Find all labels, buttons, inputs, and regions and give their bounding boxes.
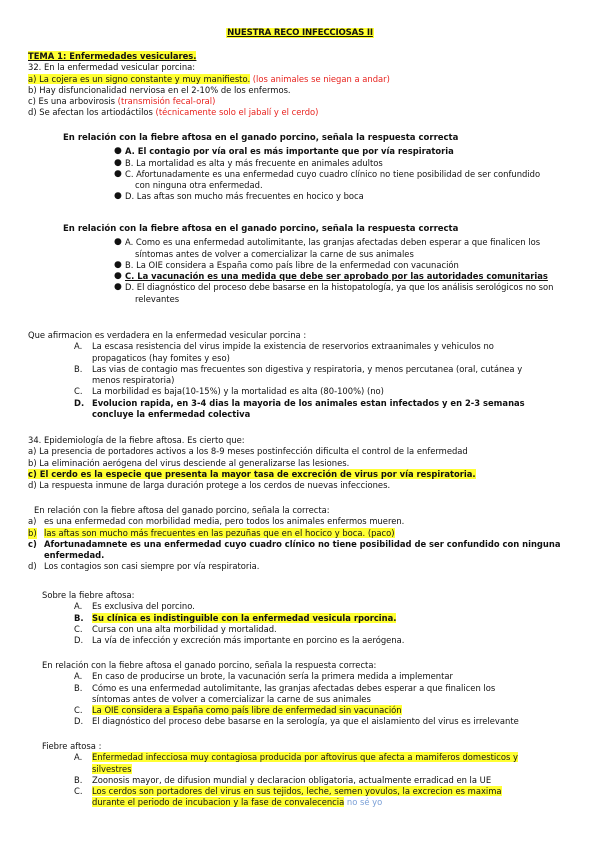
question-fiebre-aftosa [42, 590, 590, 646]
question-32 [28, 51, 576, 119]
question-aftosa-3: En relación con la fiebre aftosa del ganado porcino, señala la correcta: a) es una enfermedad con morbilidad media, pero todos los animales enfermos mueren. b) las aftas son mucho más frecuentes en las pezuñas que en el hocico y boca. (paco) c) Afortunadamnete es una enfermedad cuyo cuadro clínico no tiene posibilidad de ser confundido con ninguna enfermedad. d) Los contagios son casi siempre por vía respiratoria. [28, 505, 576, 573]
option-a: A. En caso de producirse un brote, la vacunación sería la primera medida a implementar [74, 671, 453, 682]
option-a: A. Es exclusiva del porcino. [74, 601, 195, 612]
question-aftosa-1: En relación con la fiebre aftosa en el ganado porcino, señala la respuesta correcta ● A. El contagio por vía oral es más importante que por vía respiratoria ● B. La mortalidad es alta y más frecuente en animales adultos ● C. Afortunadamente es una enfermedad cuyo cuadro clínico no tiene posibilidad de ser confundido con ninguna otra enfermedad. ● D. Las aftas son mucho más frecuentes en hocico y boca [63, 133, 583, 203]
question-stem: En relación con la fiebre aftosa en el ganado porcino, señala la respuesta correcta [63, 224, 459, 234]
question-stem: Sobre la fiebre aftosa: [42, 590, 135, 600]
option-b: ● B. La mortalidad es alta y más frecuente en animales adultos [114, 157, 383, 168]
option-a: a) La presencia de portadores activos a los 8-9 meses postinfección dificulta el control de la enfermedad [28, 446, 468, 457]
bullet-icon: ● [114, 146, 122, 157]
bullet-icon: ● [114, 168, 122, 179]
option-c: C. La OIE considera a España como país libre de enfermedad sin vacunación [74, 705, 402, 716]
tema-heading: TEMA 1: Enfermedades vesiculares. [28, 51, 197, 61]
option-b: b) Hay disfuncionalidad nerviosa en el 2-10% de los enfermos. [28, 84, 291, 95]
option-c: C. Los cerdos son portadores del virus en sus tejidos, leche, semen yovulos, la excrecion es maxima [74, 786, 502, 797]
option-c: C. La morbilidad es baja(10-15%) y la mortalidad es alta (80-100%) (no) [74, 386, 384, 397]
bullet-icon: ● [114, 282, 122, 293]
option-c: c) El cerdo es la especie que presenta la mayor tasa de excreción de virus por vía respiratoria. [28, 468, 476, 479]
question-stem: 34. Epidemiología de la fiebre aftosa. Es cierto que: [28, 435, 245, 445]
option-d: D. Evolucion rapida, en 3-4 dias la mayoria de los animales estan infectados y en 2-3 semanas [74, 397, 525, 408]
option-a: ● A. Como es una enfermedad autolimitante, las granjas afectadas deben esperar a que finalicen los [114, 237, 541, 248]
option-c: ● C. La vacunación es una medida que debe ser aprobado por las autoridades comunitarias [114, 271, 548, 282]
option-a: A. Enfermedad infecciosa muy contagiosa producida por aftovirus que afecta a mamiferos domesticos y [74, 752, 518, 763]
question-stem: Que afirmacion es verdadera en la enfermedad vesicular porcina : [28, 330, 307, 340]
option-c: C. Cursa con una alta morbilidad y mortalidad. [74, 623, 277, 634]
option-d: D. La vía de infección y excreción más importante en porcino es la aerógena. [74, 635, 405, 646]
option-c: c) Es una arbovirosis (transmisión fecal-oral) [28, 96, 216, 107]
question-aftosa-4: En relación con la fiebre aftosa el ganado porcino, señala la respuesta correcta: A. En caso de producirse un brote, la vacunación sería la primera medida a implementar B. Cómo es una enfermedad autolimitante, las granjas afectadas debes esperar a que finalicen los síntomas antes de volver a comercializar la carne de sus animales C. La OIE considera a España como país libre de enfermedad sin vacunación D. El diagnóstico del proceso debe basarse en la serología, ya que el aislamiento del virus es irrelevante [42, 660, 590, 728]
bullet-icon: ● [114, 157, 122, 168]
option-b: B. Cómo es una enfermedad autolimitante, las granjas afectadas debes esperar a que finalicen los [74, 682, 496, 693]
question-stem: En relación con la fiebre aftosa del ganado porcino, señala la correcta: [34, 505, 330, 515]
document-title: NUESTRA RECO INFECCIOSAS II [227, 28, 373, 38]
question-fiebre-aftosa-2: Fiebre aftosa : A. Enfermedad infecciosa muy contagiosa producida por aftovirus que afecta a mamiferos domesticos y silvestres B. Zoonosis mayor, de difusion mundial y declaracion obligatoria, actualmente erradicad en la UE C. Los cerdos son portadores del virus en sus tejidos, leche, semen yovulos, la excrecion es maxima durante el periodo de incubacion y la fase de convalecencia no sé yo [42, 741, 590, 809]
bullet-icon: ● [114, 271, 122, 282]
option-a: ● A. El contagio por vía oral es más importante que por vía respiratoria [114, 146, 454, 157]
question-stem: 32. En la enfermedad vesicular porcina: [28, 62, 196, 73]
option-d: d) Se afectan los artiodáctilos (técnicamente solo el jabalí y el cerdo) [28, 107, 319, 118]
option-d: ● D. El diagnóstico del proceso debe basarse en la histopatología, ya que los análisis serológicos no son [114, 282, 554, 293]
option-b: b) La eliminación aerógena del virus desciende al generalizarse las lesiones. [28, 457, 350, 468]
option-b: B. Su clínica es indistinguible con la enfermedad vesicula rporcina. [74, 612, 397, 623]
bullet-icon: ● [114, 259, 122, 270]
option-a: a) es una enfermedad con morbilidad media, pero todos los animales enfermos mueren. [28, 516, 405, 527]
question-stem: En relación con la fiebre aftosa en el ganado porcino, señala la respuesta correcta [63, 133, 459, 143]
question-stem: Fiebre aftosa : [42, 741, 102, 751]
note-text: no sé yo [344, 797, 383, 808]
option-b: B. Las vias de contagio mas frecuentes son digestiva y respiratoria, y menos percutanea (oral, cutánea y [74, 363, 523, 374]
option-d: d) Los contagios son casi siempre por vía respiratoria. [28, 561, 260, 572]
bullet-icon: ● [114, 191, 122, 202]
question-vesicular-verdadera: Que afirmacion es verdadera en la enfermedad vesicular porcina : A. La escasa resistencia del virus impide la existencia de reservorios extraanimales y vehiculos no propagaticos (hay fomites y eso) B. Las vias de contagio mas frecuentes son digestiva y respiratoria, y menos percutanea (oral, cutánea y menos respiratoria) C. La morbilidad es baja(10-15%) y la mortalidad es alta (80-100%) (no) D. Evolucion rapida, en 3-4 dias la mayoria de los animales estan infectados y en 2-3 semanas concluye la enfermedad colectiva [28, 330, 576, 420]
option-a: a) La cojera es un signo constante y muy manifiesto. (los animales se niegan a andar) [28, 73, 390, 84]
option-b: B. Zoonosis mayor, de difusion mundial y declaracion obligatoria, actualmente erradicad en la UE [74, 774, 492, 785]
option-d: D. El diagnóstico del proceso debe basarse en la serología, ya que el aislamiento del virus es irrelevante [74, 716, 519, 727]
option-b: ● B. La OIE considera a España como país libre de la enfermedad con vacunación [114, 259, 459, 270]
question-34 [28, 435, 576, 491]
option-d: ● D. Las aftas son mucho más frecuentes en hocico y boca [114, 191, 364, 202]
option-a: A. La escasa resistencia del virus impide la existencia de reservorios extraanimales y vehiculos no [74, 341, 494, 352]
option-d: d) La respuesta inmune de larga duración protege a los cerdos de nuevas infecciones. [28, 480, 391, 491]
option-c: ● C. Afortunadamente es una enfermedad cuyo cuadro clínico no tiene posibilidad de ser confundido [114, 168, 541, 179]
option-b: b) las aftas son mucho más frecuentes en las pezuñas que en el hocico y boca. (paco) [28, 527, 395, 538]
question-stem: En relación con la fiebre aftosa el ganado porcino, señala la respuesta correcta: [42, 660, 377, 670]
bullet-icon: ● [114, 237, 122, 248]
question-aftosa-2: En relación con la fiebre aftosa en el ganado porcino, señala la respuesta correcta ● A. Como es una enfermedad autolimitante, las granjas afectadas deben esperar a que finalicen los síntomas antes de volver a comercializar la carne de sus animales ● B. La OIE considera a España como país libre de la enfermedad con vacunación ● C. La vacunación es una medida que debe ser aprobado por las autoridades comunitarias ● D. El diagnóstico del proceso debe basarse en la histopatología, ya que los análisis serológicos no son relevantes [63, 224, 583, 305]
option-c: c) Afortunadamnete es una enfermedad cuyo cuadro clínico no tiene posibilidad de ser confundido con ninguna [28, 538, 561, 549]
